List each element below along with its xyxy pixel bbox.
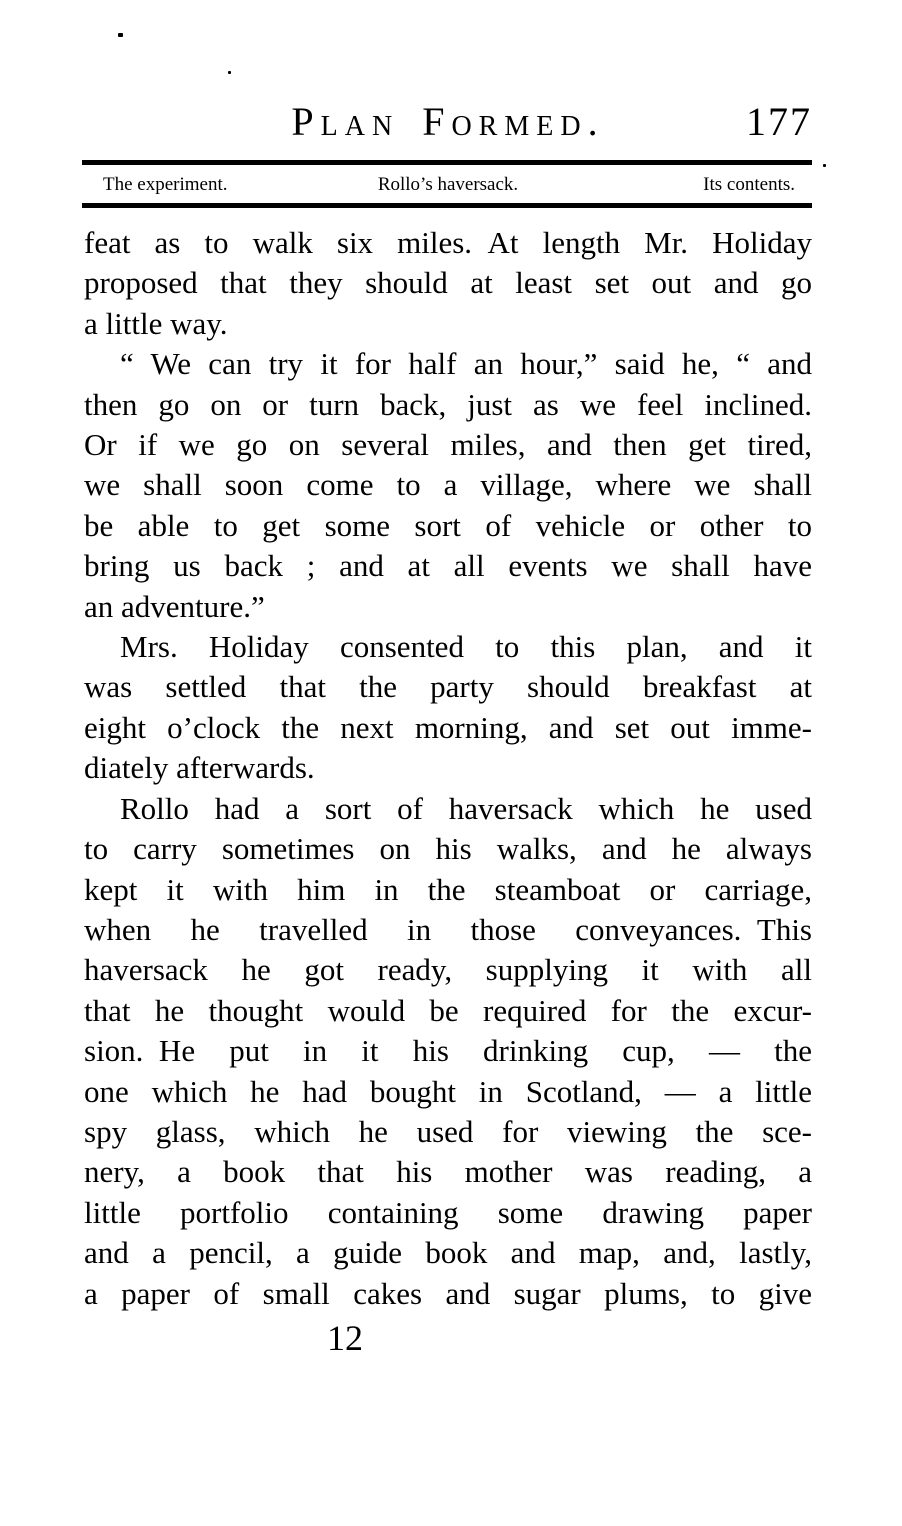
text-line: be able to get some sort of vehicle or other to [84, 507, 812, 543]
subhead-left: The experiment. [103, 174, 228, 195]
text-line: Or if we go on several miles, and then get tired, [84, 427, 812, 463]
text-line: Mrs. Holiday consented to this plan, and it [120, 629, 812, 665]
text-line: we shall soon come to a village, where we shall [84, 467, 812, 503]
text-line: spy glass, which he used for viewing the sce- [84, 1113, 812, 1149]
text-line: a little way. [84, 305, 228, 341]
text-line: that he thought would be required for the excur- [84, 992, 812, 1028]
signature-mark: 12 [327, 1317, 363, 1358]
text-line: little portfolio containing some drawing paper [84, 1194, 812, 1230]
text-line: sion. He put in it his drinking cup, — the [84, 1033, 812, 1069]
text-line: an adventure.” [84, 588, 265, 624]
subhead-right: Its contents. [703, 174, 795, 195]
header-rule-top [82, 160, 812, 165]
scan-speck [823, 164, 826, 167]
text-line: Rollo had a sort of haversack which he used [120, 790, 812, 826]
scan-speck [228, 71, 231, 74]
text-line: haversack he got ready, supplying it with all [84, 952, 812, 988]
text-line: a paper of small cakes and sugar plums, to give [84, 1275, 812, 1311]
text-line: kept it with him in the steamboat or carriage, [84, 871, 812, 907]
text-line: diately afterwards. [84, 750, 315, 786]
text-line: then go on or turn back, just as we feel inclined. [84, 386, 812, 422]
text-line: feat as to walk six miles. At length Mr. Holiday [84, 225, 812, 260]
text-line: “ We can try it for half an hour,” said he, “ and [120, 346, 812, 382]
text-line: to carry sometimes on his walks, and he always [84, 831, 812, 867]
chapter-subheads [84, 170, 812, 200]
text-line: nery, a book that his mother was reading, a [84, 1154, 812, 1190]
page-number: 177 [746, 99, 812, 144]
text-line: and a pencil, a guide book and map, and, lastly, [84, 1235, 812, 1271]
text-line: proposed that they should at least set out and go [84, 265, 812, 301]
subhead-center: Rollo’s haversack. [377, 174, 519, 195]
header-rule-bottom [82, 203, 812, 208]
running-head [84, 100, 812, 144]
text-line: eight o’clock the next morning, and set out imme- [84, 709, 812, 745]
page-title: Plan Formed. [291, 99, 605, 144]
text-line: when he travelled in those conveyances. This [84, 911, 812, 947]
text-line: was settled that the party should breakfast at [84, 669, 812, 705]
scan-speck [118, 33, 123, 37]
body-text [84, 223, 812, 1360]
text-line: one which he had bought in Scotland, — a little [84, 1073, 812, 1109]
text-line: bring us back ; and at all events we shall have [84, 548, 812, 584]
